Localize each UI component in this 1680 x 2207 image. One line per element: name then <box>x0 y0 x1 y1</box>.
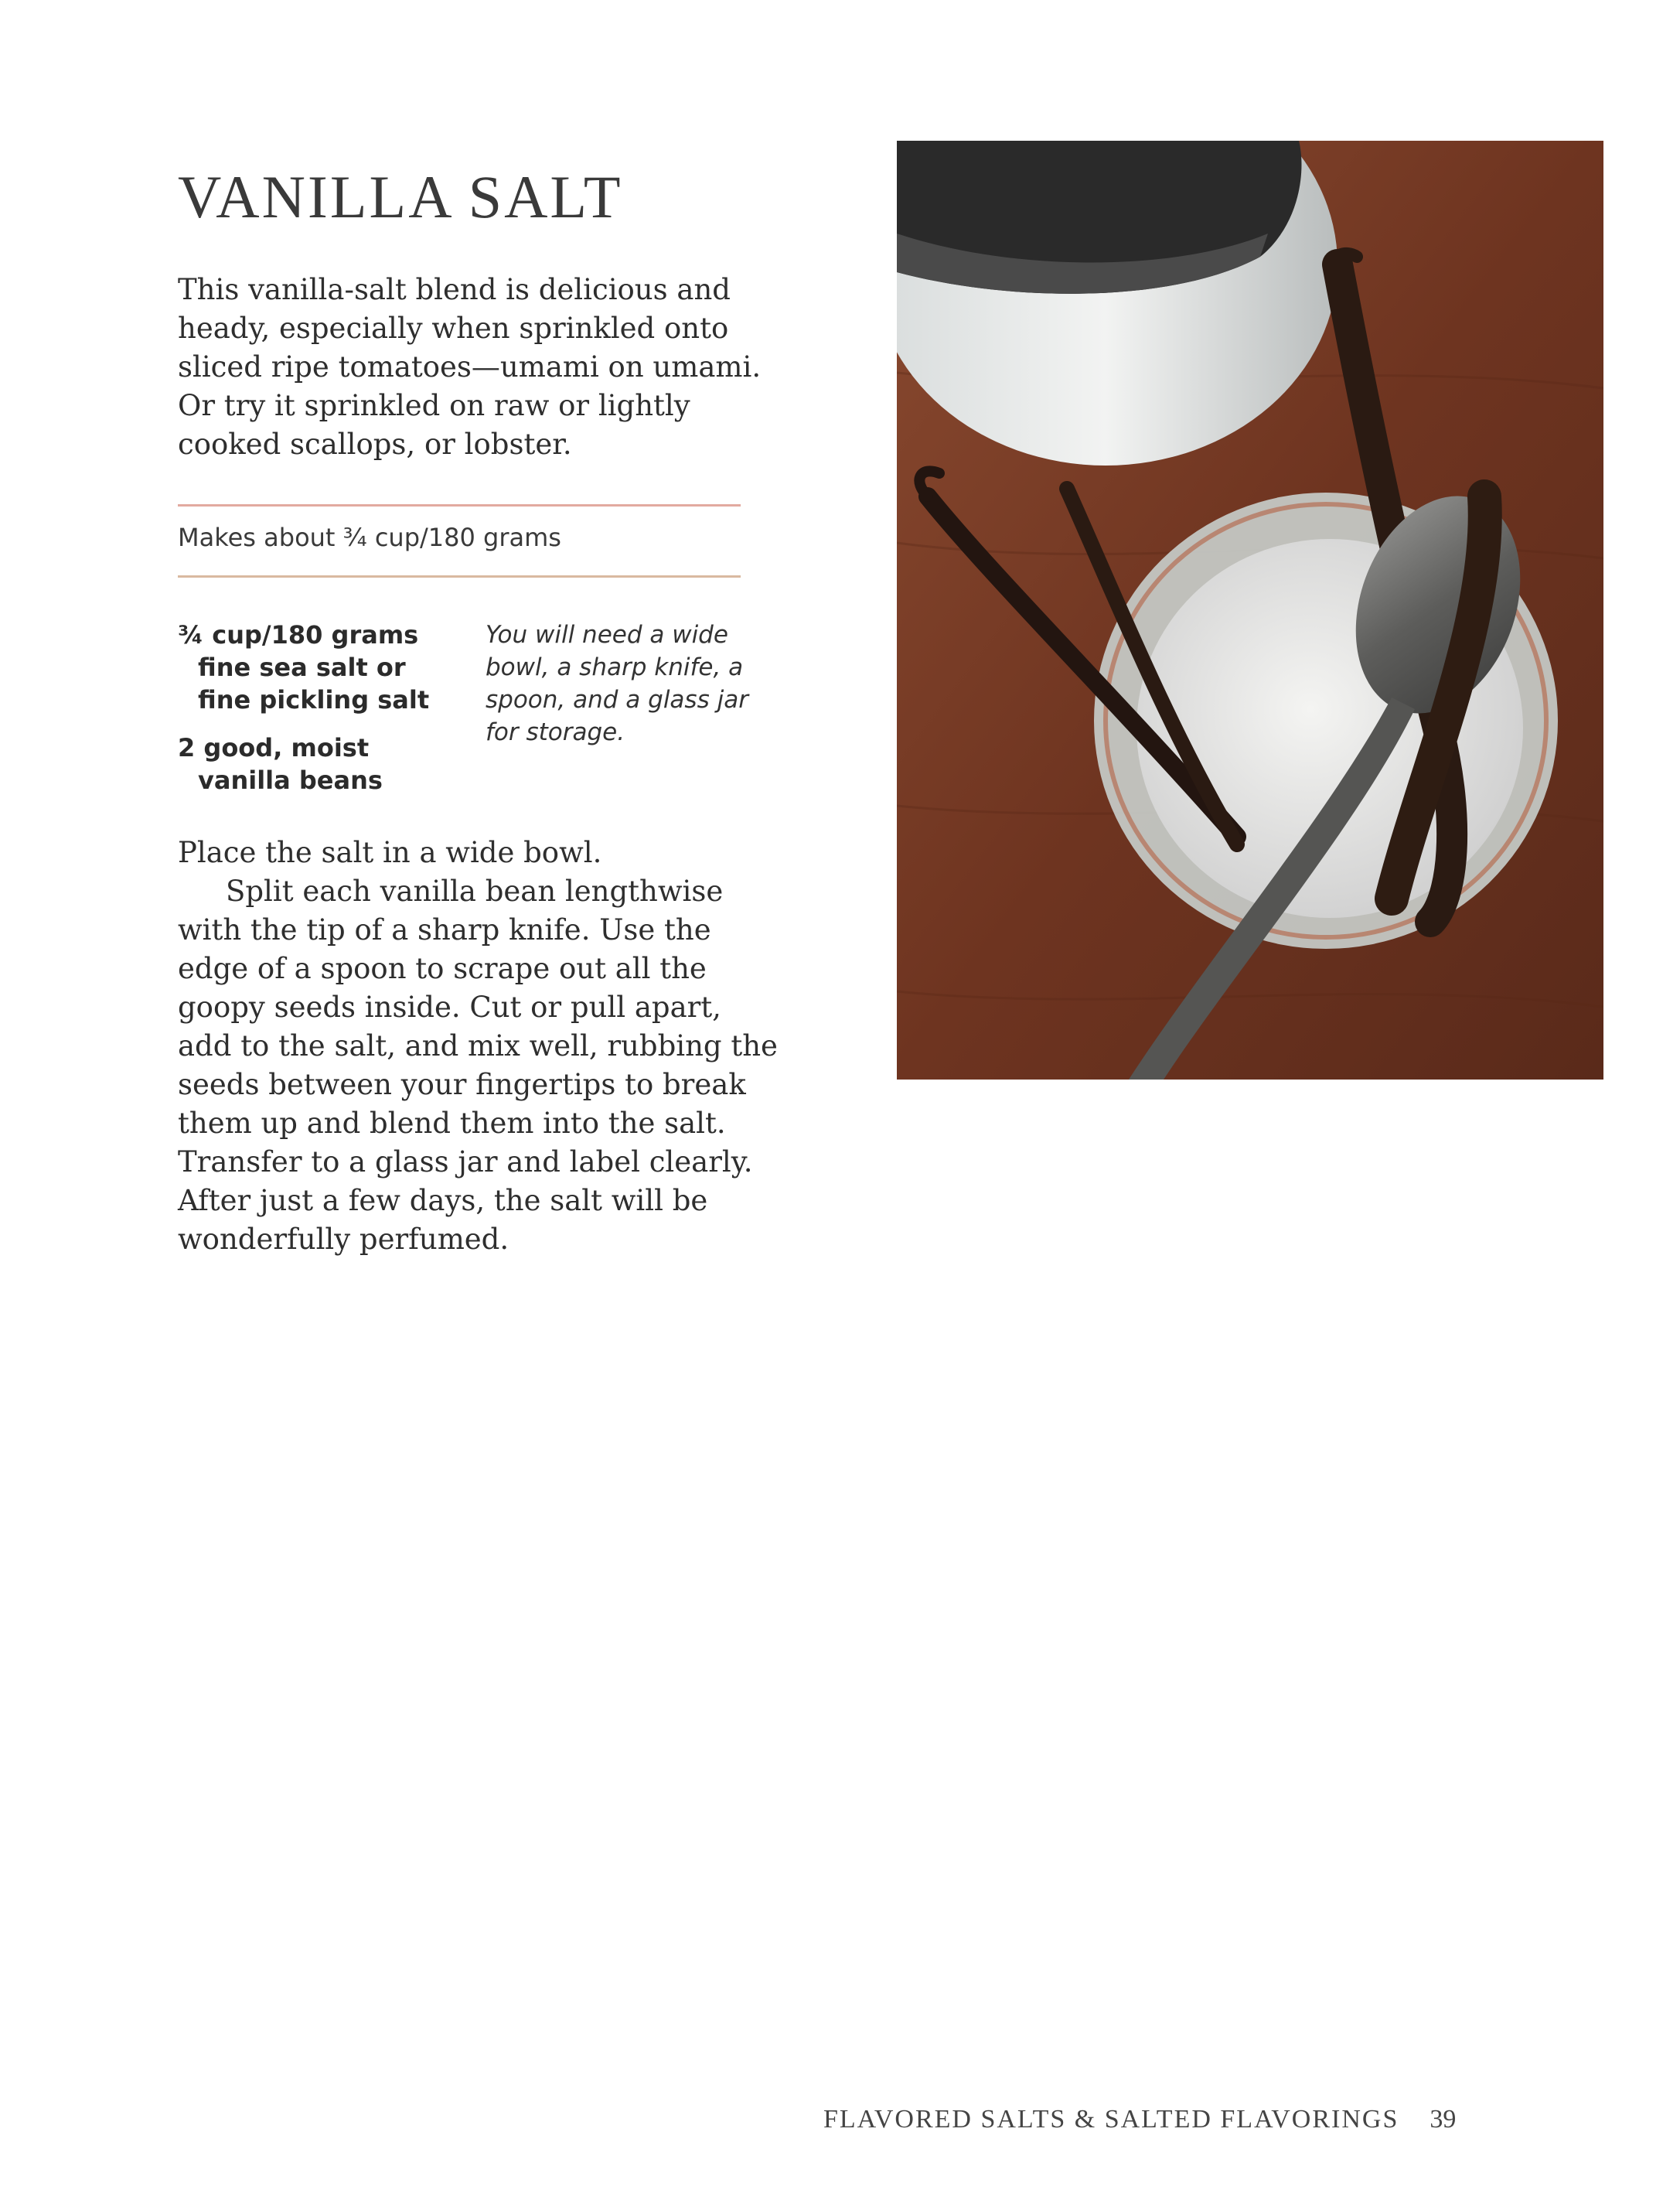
recipe-yield: Makes about ¾ cup/180 grams <box>178 523 561 552</box>
vanilla-salt-jar-photo <box>897 141 1603 1080</box>
ingredient-salt: ¾ cup/180 grams fine sea salt or fine pickling salt <box>178 620 430 715</box>
recipe-title: VANILLA SALT <box>178 163 623 230</box>
footer-section: FLAVORED SALTS & SALTED FLAVORINGS <box>823 2105 1399 2134</box>
ingredient-vanilla: 2 good, moist vanilla beans <box>178 733 383 795</box>
equipment-note: You will need a wide bowl, a sharp knife, a spoon, and a glass jar for storage. <box>486 621 748 746</box>
recipe-method <box>178 834 781 1259</box>
method-step-2: Split each vanilla bean lengthwise with the tip of a sharp knife. Use the edge of a spoon to scrape out all the goopy seeds inside. Cut or pull apart, add to the salt, and mix well, rubbing the seeds between your fingertips to break them up and blend them into the salt. Transfer to a glass jar and label clearly. After just a few days, the salt will be wonderfully perfumed. <box>178 875 778 1256</box>
method-step-1: Place the salt in a wide bowl. <box>178 836 602 869</box>
ingredient-list <box>178 619 456 812</box>
page-footer <box>823 2105 1456 2134</box>
divider-top <box>178 504 741 507</box>
page-number: 39 <box>1430 2105 1457 2134</box>
divider-bottom <box>178 575 741 578</box>
recipe-intro: This vanilla-salt blend is delicious and heady, especially when sprinkled onto sliced ripe tomatoes—umami on umami. Or try it sprinkled on raw or lightly cooked scallops, or lobster. <box>178 273 762 461</box>
